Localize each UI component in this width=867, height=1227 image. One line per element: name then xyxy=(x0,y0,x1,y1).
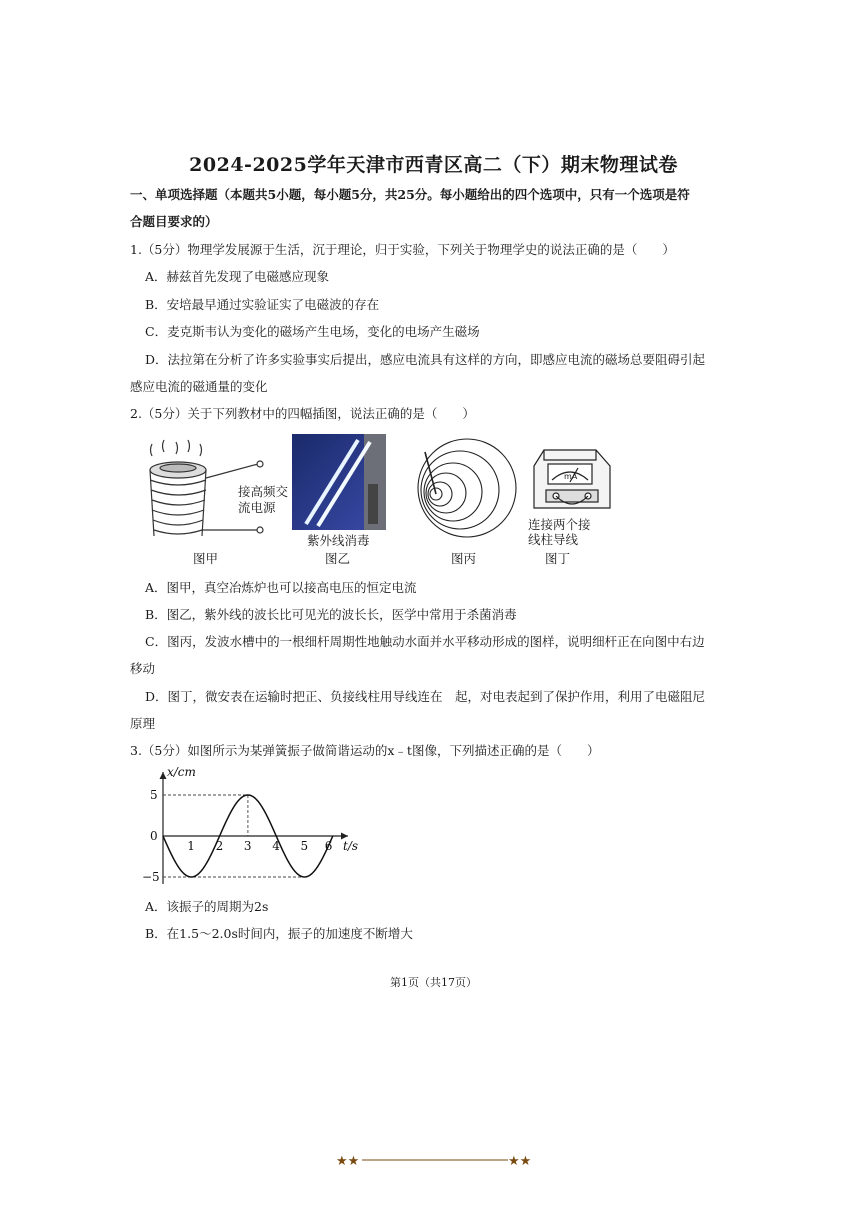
x-tick-label: 4 xyxy=(272,839,280,853)
x-tick-label: 2 xyxy=(215,839,224,853)
page-title: 2024-2025学年天津市西青区高二（下）期末物理试卷 xyxy=(189,154,678,176)
q1-option-d: D．法拉第在分析了许多实验事实后提出，感应电流具有这样的方向，即感应电流的磁场总要阻碍引起 xyxy=(145,352,706,367)
q3-stem: 3.（5分）如图所示为某弹簧振子做简谐运动的x﹣t图像，下列描述正确的是（ ） xyxy=(130,743,600,758)
y-tick-label: 0 xyxy=(150,829,158,843)
ornament-stars-left: ★★ xyxy=(336,1154,360,1169)
q2-option-c: C．图丙，发波水槽中的一根细杆周期性地触动水面并水平移动形成的图样，说明细杆正在向图中右边 xyxy=(145,634,705,649)
q2-option-d: D．图丁，微安表在运输时把正、负接线柱用导线连在 起，对电表起到了保护作用，利用了电磁阻尼 xyxy=(145,689,706,704)
q2-option-d-cont: 原理 xyxy=(130,716,156,731)
figure-ding-meter-unit: mA xyxy=(564,472,578,481)
figure-caption-bing: 图丙 xyxy=(451,551,477,566)
x-tick-label: 1 xyxy=(187,839,195,853)
q2-option-a: A．图甲，真空冶炼炉也可以接高电压的恒定电流 xyxy=(145,580,417,595)
y-tick-label: 5 xyxy=(150,788,158,802)
ornament-stars-right: ★★ xyxy=(508,1154,532,1169)
figure-caption-ding: 图丁 xyxy=(545,551,571,566)
q1-option-b: B．安培最早通过实验证实了电磁波的存在 xyxy=(145,297,380,312)
section-heading-cont: 合题目要求的） xyxy=(130,214,218,229)
q1-stem: 1.（5分）物理学发展源于生活，沉于理论，归于实验，下列关于物理学史的说法正确的是（ ） xyxy=(130,242,675,257)
footer-ornament xyxy=(336,1150,536,1170)
figure-ding-label: 连接两个接 xyxy=(528,517,591,532)
figure-yi-label: 紫外线消毒 xyxy=(307,533,370,548)
figure-caption-yi: 图乙 xyxy=(325,551,351,566)
x-tick-label: 6 xyxy=(324,839,333,853)
q3-option-b: B．在1.5～2.0s时间内，振子的加速度不断增大 xyxy=(145,926,413,941)
x-tick-label: 5 xyxy=(300,839,309,853)
figure-jia-label-cont: 流电源 xyxy=(238,500,276,515)
q1-option-a: A．赫兹首先发现了电磁感应现象 xyxy=(145,269,330,284)
y-axis-label: x/cm xyxy=(167,765,196,779)
figure-jia-label: 接高频交 xyxy=(238,484,289,499)
figure-ding-label-cont: 线柱导线 xyxy=(528,532,579,547)
q2-option-c-cont: 移动 xyxy=(130,661,156,676)
xt-graph xyxy=(140,762,370,892)
q3-option-a: A．该振子的周期为2s xyxy=(145,899,269,914)
figure-caption-jia: 图甲 xyxy=(193,551,219,566)
y-tick-label: −5 xyxy=(142,870,160,884)
q1-option-d-cont: 感应电流的磁通量的变化 xyxy=(130,379,268,394)
page-footer: 第1页（共17页） xyxy=(390,976,477,989)
section-heading: 一、单项选择题（本题共5小题，每小题5分，共25分。每小题给出的四个选项中，只有一个选项是符 xyxy=(130,187,690,202)
x-axis-label: t/s xyxy=(343,839,359,853)
q1-option-c: C．麦克斯韦认为变化的磁场产生电场，变化的电场产生磁场 xyxy=(145,324,480,339)
q2-option-b: B．图乙，紫外线的波长比可见光的波长长，医学中常用于杀菌消毒 xyxy=(145,607,517,622)
figure-ding-ammeter xyxy=(530,446,616,518)
q2-stem: 2.（5分）关于下列教材中的四幅插图，说法正确的是（ ） xyxy=(130,406,475,421)
figure-bing-ripple xyxy=(415,436,519,540)
figure-yi-uv-lamp xyxy=(292,434,386,530)
x-tick-label: 3 xyxy=(243,839,252,853)
